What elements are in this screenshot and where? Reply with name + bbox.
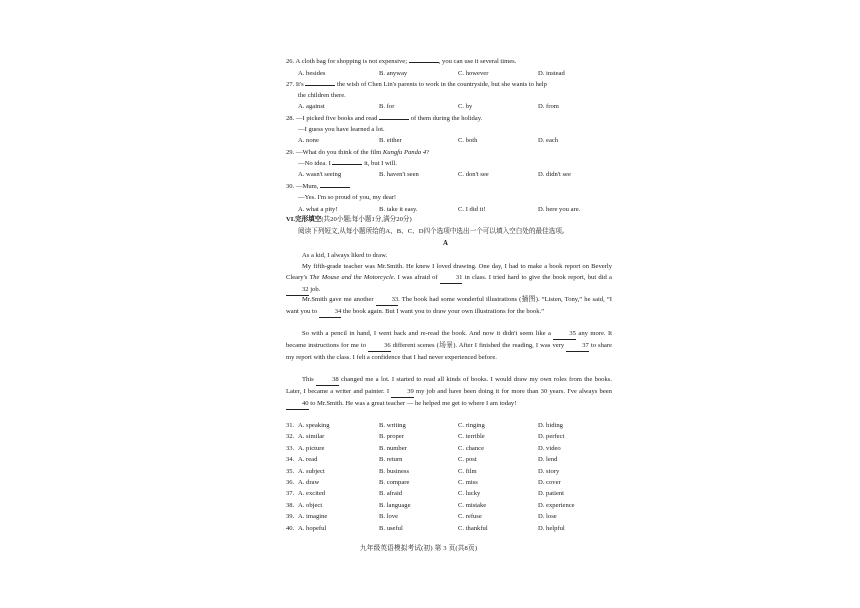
option-c: C. however: [458, 70, 489, 77]
option-a: A. wasn't seeing: [298, 171, 342, 178]
passage-label: A: [443, 240, 448, 247]
option-b: B. haven't seen: [379, 171, 419, 178]
answer-row-39: 39. A. imagine B. love C. refuse D. lose: [286, 513, 557, 521]
option-c: C. don't see: [458, 171, 489, 178]
blank-39: 39: [391, 386, 414, 398]
question-28-options: [298, 137, 618, 145]
question-26: 26. A cloth bag for shopping is not expensive; , you can use it several times.: [286, 58, 517, 65]
option-b: B. take it easy.: [379, 206, 418, 213]
option-a: A. what a pity!: [298, 206, 338, 213]
option-b: B. anyway: [379, 70, 408, 77]
question-29-reply: —No idea. I it, but I will.: [298, 160, 397, 167]
question-29: 29. —What do you think of the film Kungfu Panda 4?: [286, 149, 430, 156]
question-27-line2: the children there.: [298, 92, 346, 99]
option-a: A. besides: [298, 70, 326, 77]
blank-40: 40: [286, 398, 309, 410]
blank-33: 33: [376, 294, 399, 306]
answer-row-32: 32. A. similar B. proper C. terrible D. perfect: [286, 433, 565, 441]
option-b: B. either: [379, 137, 402, 144]
blank-35: 35: [553, 328, 576, 340]
question-27-options: [298, 103, 618, 111]
option-a: A. none: [298, 137, 319, 144]
page-footer: 九年级英语模拟考试(初) 第 3 页(共8页): [360, 545, 478, 552]
question-29-options: [298, 171, 618, 179]
answer-row-34: 34. A. read B. return C. post D. lend: [286, 456, 558, 464]
blank-38: 38: [316, 374, 339, 386]
option-d: D. here you are.: [538, 206, 581, 213]
answer-row-37: 37. A. excited B. afraid C. lucky D. patient: [286, 490, 565, 498]
passage-paragraph-5: This 38 changed me a lot. I started to read all kinds of books. I would draw my own roles from the books. Later, I became a writer and painter. I 39 my job and have been doing it for more than 30 years. I've always been 40 to Mr.Smith. He was a great teacher — he helped me get to where I am today!: [286, 374, 612, 410]
passage-paragraph-1: As a kid, I always liked to draw.: [302, 252, 388, 259]
option-c: C. by: [458, 103, 473, 110]
answer-row-40: 40. A. hopeful B. useful C. thankful D. helpful: [286, 524, 565, 532]
blank-36: 36: [368, 340, 391, 352]
option-d: D. each: [538, 137, 559, 144]
question-30-reply: —Yes. I'm so proud of you, my dear!: [298, 194, 397, 201]
passage-paragraph-4: So with a pencil in hand, I went back and re-read the book. And now it didn't seem like a 35 any more. It became instructions for me to 36 different scenes (场景). After I finished the reading, I was very 37 to share my report with the class. I felt a confidence that I had never experienced before.: [286, 330, 612, 361]
blank-31: 31: [440, 272, 463, 284]
answer-row-35: 35. A. subject B. business C. film D. story: [286, 467, 560, 475]
answer-row-31: 31. A. speaking B. writing C. ringing D. hiding: [286, 422, 563, 429]
question-27: 27. It's the wish of Chen Lin's parents to work in the countryside, but she wants to help: [286, 81, 547, 88]
blank-34: 34: [319, 306, 342, 318]
passage-paragraph-2: My fifth-grade teacher was Mr.Smith. He knew I loved drawing. One day, I had to make a book report on Beverly Cleary's The Mouse and the Motorcycle. I was afraid of 31 in class. I tried hard to give the book report, but did a 32 job.: [286, 261, 612, 296]
question-30: 30. —Mum,: [286, 183, 618, 191]
blank-32: 32: [286, 284, 309, 296]
option-d: D. instead: [538, 70, 565, 77]
option-b: B. for: [379, 103, 395, 110]
option-d: D. didn't see: [538, 171, 571, 178]
option-c: C. both: [458, 137, 478, 144]
answer-options-table: [286, 420, 618, 534]
option-c: C. I did it!: [458, 206, 486, 213]
question-28-reply: —I guess you have learned a lot.: [298, 126, 385, 133]
answer-row-33: 33. A. picture B. number C. chance D. video: [286, 444, 561, 452]
option-a: A. against: [298, 103, 325, 110]
section-instruction: 阅读下列短文,从每小题所给的A、B、C、D四个选项中选出一个可以填入空白处的最佳选项。: [298, 228, 569, 235]
question-30-options: [298, 206, 618, 214]
section-heading: VI.完形填空(共20小题;每小题1分,满分20分): [286, 216, 412, 223]
question-26-options: [298, 70, 618, 78]
blank-37: 37: [566, 340, 589, 352]
answer-row-36: 36. A. draw B. compare C. miss D. cover: [286, 478, 561, 486]
passage-paragraph-3: Mr.Smith gave me another 33. The book had some wonderful illustrations (插图). “Listen, Tony,” he said, “I want you to 34 the book again. But I want you to draw your own illustrations for the book.”: [286, 294, 612, 318]
question-28: 28. —I picked five books and read of them during the holiday.: [286, 115, 483, 122]
answer-row-38: 38. A. object B. language C. mistake D. experience: [286, 501, 575, 509]
option-d: D. from: [538, 103, 559, 110]
